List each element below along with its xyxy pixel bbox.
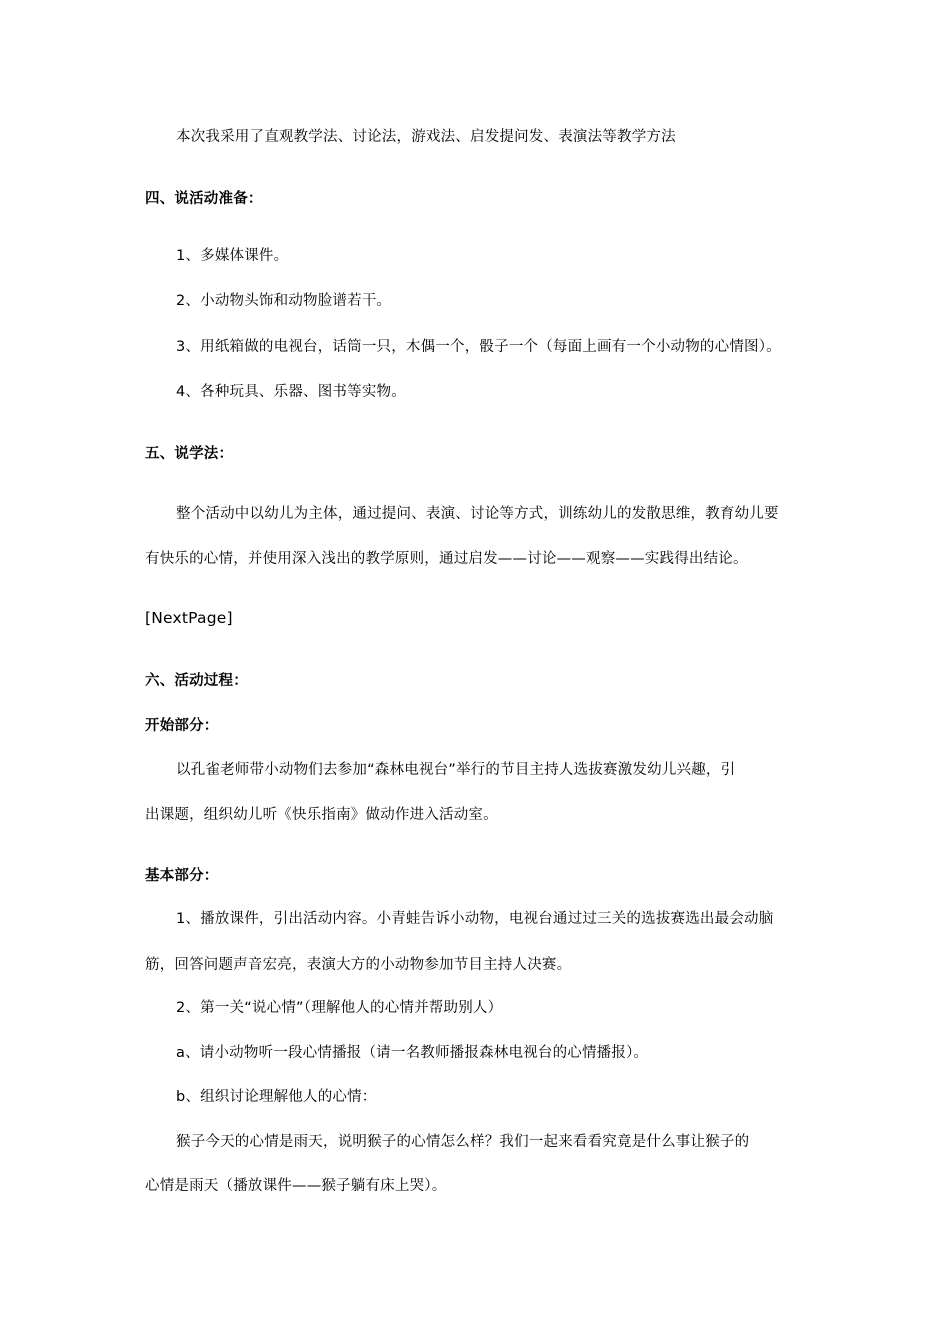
monkey-text-line-2: 心情是雨天（播放课件——猴子躺有床上哭）。 <box>145 1178 447 1194</box>
prep-item-1: 1、多媒体课件。 <box>176 248 289 264</box>
basic-item-a: a、请小动物听一段心情播报（请一名教师播报森林电视台的心情播报）。 <box>176 1045 649 1061</box>
prep-item-4: 4、各种玩具、乐器、图书等实物。 <box>176 384 406 400</box>
subheading-start-part: 开始部分： <box>145 718 219 734</box>
paragraph-learning-line-2: 有快乐的心情，并使用深入浅出的教学原则，通过启发——讨论——观察——实践得出结论。 <box>145 551 748 567</box>
start-text-line-1: 以孔雀老师带小动物们去参加“森林电视台”举行的节目主持人选拔赛激发幼儿兴趣，引 <box>176 762 736 778</box>
start-text-line-2: 出课题，组织幼儿听《快乐指南》做动作进入活动室。 <box>145 807 498 823</box>
monkey-text-line-1: 猴子今天的心情是雨天，说明猴子的心情怎么样？我们一起来看看究竟是什么事让猴子的 <box>176 1134 750 1150</box>
basic-item-1-line-1: 1、播放课件，引出活动内容。小青蛙告诉小动物，电视台通过过三关的选拔赛选出最会动脑 <box>176 911 774 927</box>
next-page-marker: [NextPage] <box>145 609 233 627</box>
heading-activity-process: 六、活动过程： <box>145 673 248 689</box>
heading-learning-method: 五、说学法： <box>145 446 234 462</box>
paragraph-learning-line-1: 整个活动中以幼儿为主体，通过提问、表演、讨论等方式，训练幼儿的发散思维，教育幼儿要 <box>176 506 779 522</box>
basic-item-1-line-2: 筋，回答问题声音宏亮，表演大方的小动物参加节目主持人决赛。 <box>145 957 572 973</box>
prep-item-3: 3、用纸箱做的电视台，话筒一只，木偶一个，骰子一个（每面上画有一个小动物的心情图）。 <box>176 339 781 355</box>
prep-item-2: 2、小动物头饰和动物脸谱若干。 <box>176 293 392 309</box>
subheading-basic-part: 基本部分： <box>145 868 219 884</box>
basic-item-2: 2、第一关“说心情”（理解他人的心情并帮助别人） <box>176 1000 503 1016</box>
basic-item-b: b、组织讨论理解他人的心情： <box>176 1089 377 1105</box>
paragraph-teaching-methods: 本次我采用了直观教学法、讨论法，游戏法、启发提问发、表演法等教学方法 <box>176 129 676 145</box>
heading-activity-preparation: 四、说活动准备： <box>145 191 263 207</box>
